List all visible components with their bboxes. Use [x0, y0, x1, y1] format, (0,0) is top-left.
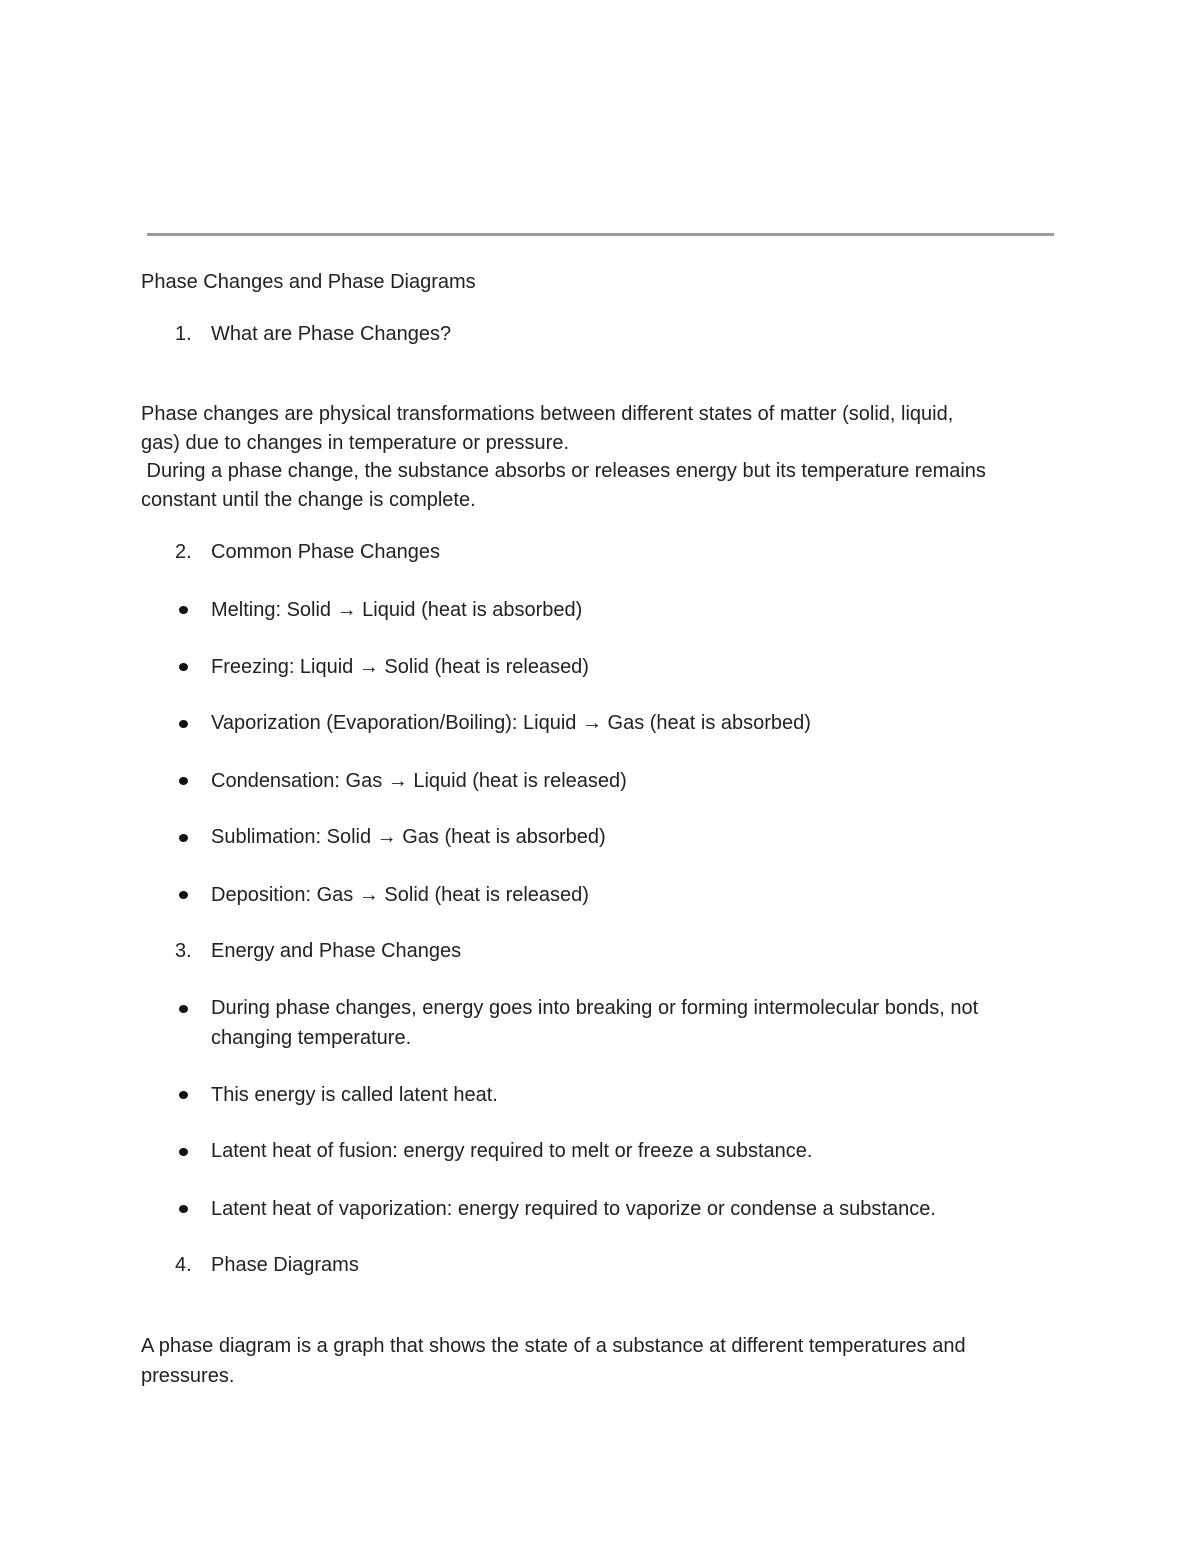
list-item: Melting: Solid → Liquid (heat is absorbed) [211, 599, 583, 621]
section-heading-4: Phase Diagrams [211, 1254, 359, 1276]
bullet-icon [179, 606, 188, 614]
list-item: Latent heat of fusion: energy required to melt or freeze a substance. [211, 1140, 813, 1162]
list-item: Sublimation: Solid → Gas (heat is absorbed) [211, 826, 606, 848]
list-item: This energy is called latent heat. [211, 1084, 498, 1106]
list-item: Vaporization (Evaporation/Boiling): Liquid → Gas (heat is absorbed) [211, 712, 811, 734]
bullet-icon [179, 891, 188, 899]
section-number-4: 4. [175, 1254, 192, 1276]
bullet-icon [179, 1005, 188, 1013]
list-item: Deposition: Gas → Solid (heat is released) [211, 884, 589, 906]
list-item-continuation: changing temperature. [211, 1027, 412, 1049]
list-item: Freezing: Liquid → Solid (heat is released) [211, 656, 589, 678]
section-4-paragraph [141, 1331, 1061, 1391]
bullet-icon [179, 1091, 188, 1099]
document-title: Phase Changes and Phase Diagrams [141, 271, 476, 293]
paragraph-line: Phase changes are physical transformations between different states of matter (solid, liquid, [141, 403, 954, 425]
section-heading-3: Energy and Phase Changes [211, 940, 462, 962]
bullet-icon [179, 1148, 188, 1156]
list-item: Latent heat of vaporization: energy required to vaporize or condense a substance. [211, 1198, 936, 1220]
paragraph-line: A phase diagram is a graph that shows the state of a substance at different temperatures and [141, 1335, 966, 1357]
section-number-2: 2. [175, 541, 192, 563]
horizontal-rule [147, 233, 1054, 236]
section-heading-1: What are Phase Changes? [211, 323, 452, 345]
paragraph-line: pressures. [141, 1365, 235, 1387]
bullet-icon [179, 663, 188, 671]
bullet-icon [179, 1205, 188, 1213]
bullet-icon [179, 834, 188, 842]
paragraph-line: constant until the change is complete. [141, 488, 476, 511]
section-number-3: 3. [175, 940, 192, 962]
section-heading-2: Common Phase Changes [211, 541, 441, 563]
paragraph-line: During a phase change, the substance absorbs or releases energy but its temperature remains [141, 460, 986, 482]
list-item: During phase changes, energy goes into breaking or forming intermolecular bonds, not [211, 997, 979, 1019]
section-number-1: 1. [175, 323, 192, 345]
list-item: Condensation: Gas → Liquid (heat is released) [211, 770, 627, 792]
bullet-icon [179, 720, 188, 728]
paragraph-line: gas) due to changes in temperature or pressure. [141, 431, 570, 454]
section-1-paragraph [141, 400, 1061, 514]
bullet-icon [179, 777, 188, 785]
